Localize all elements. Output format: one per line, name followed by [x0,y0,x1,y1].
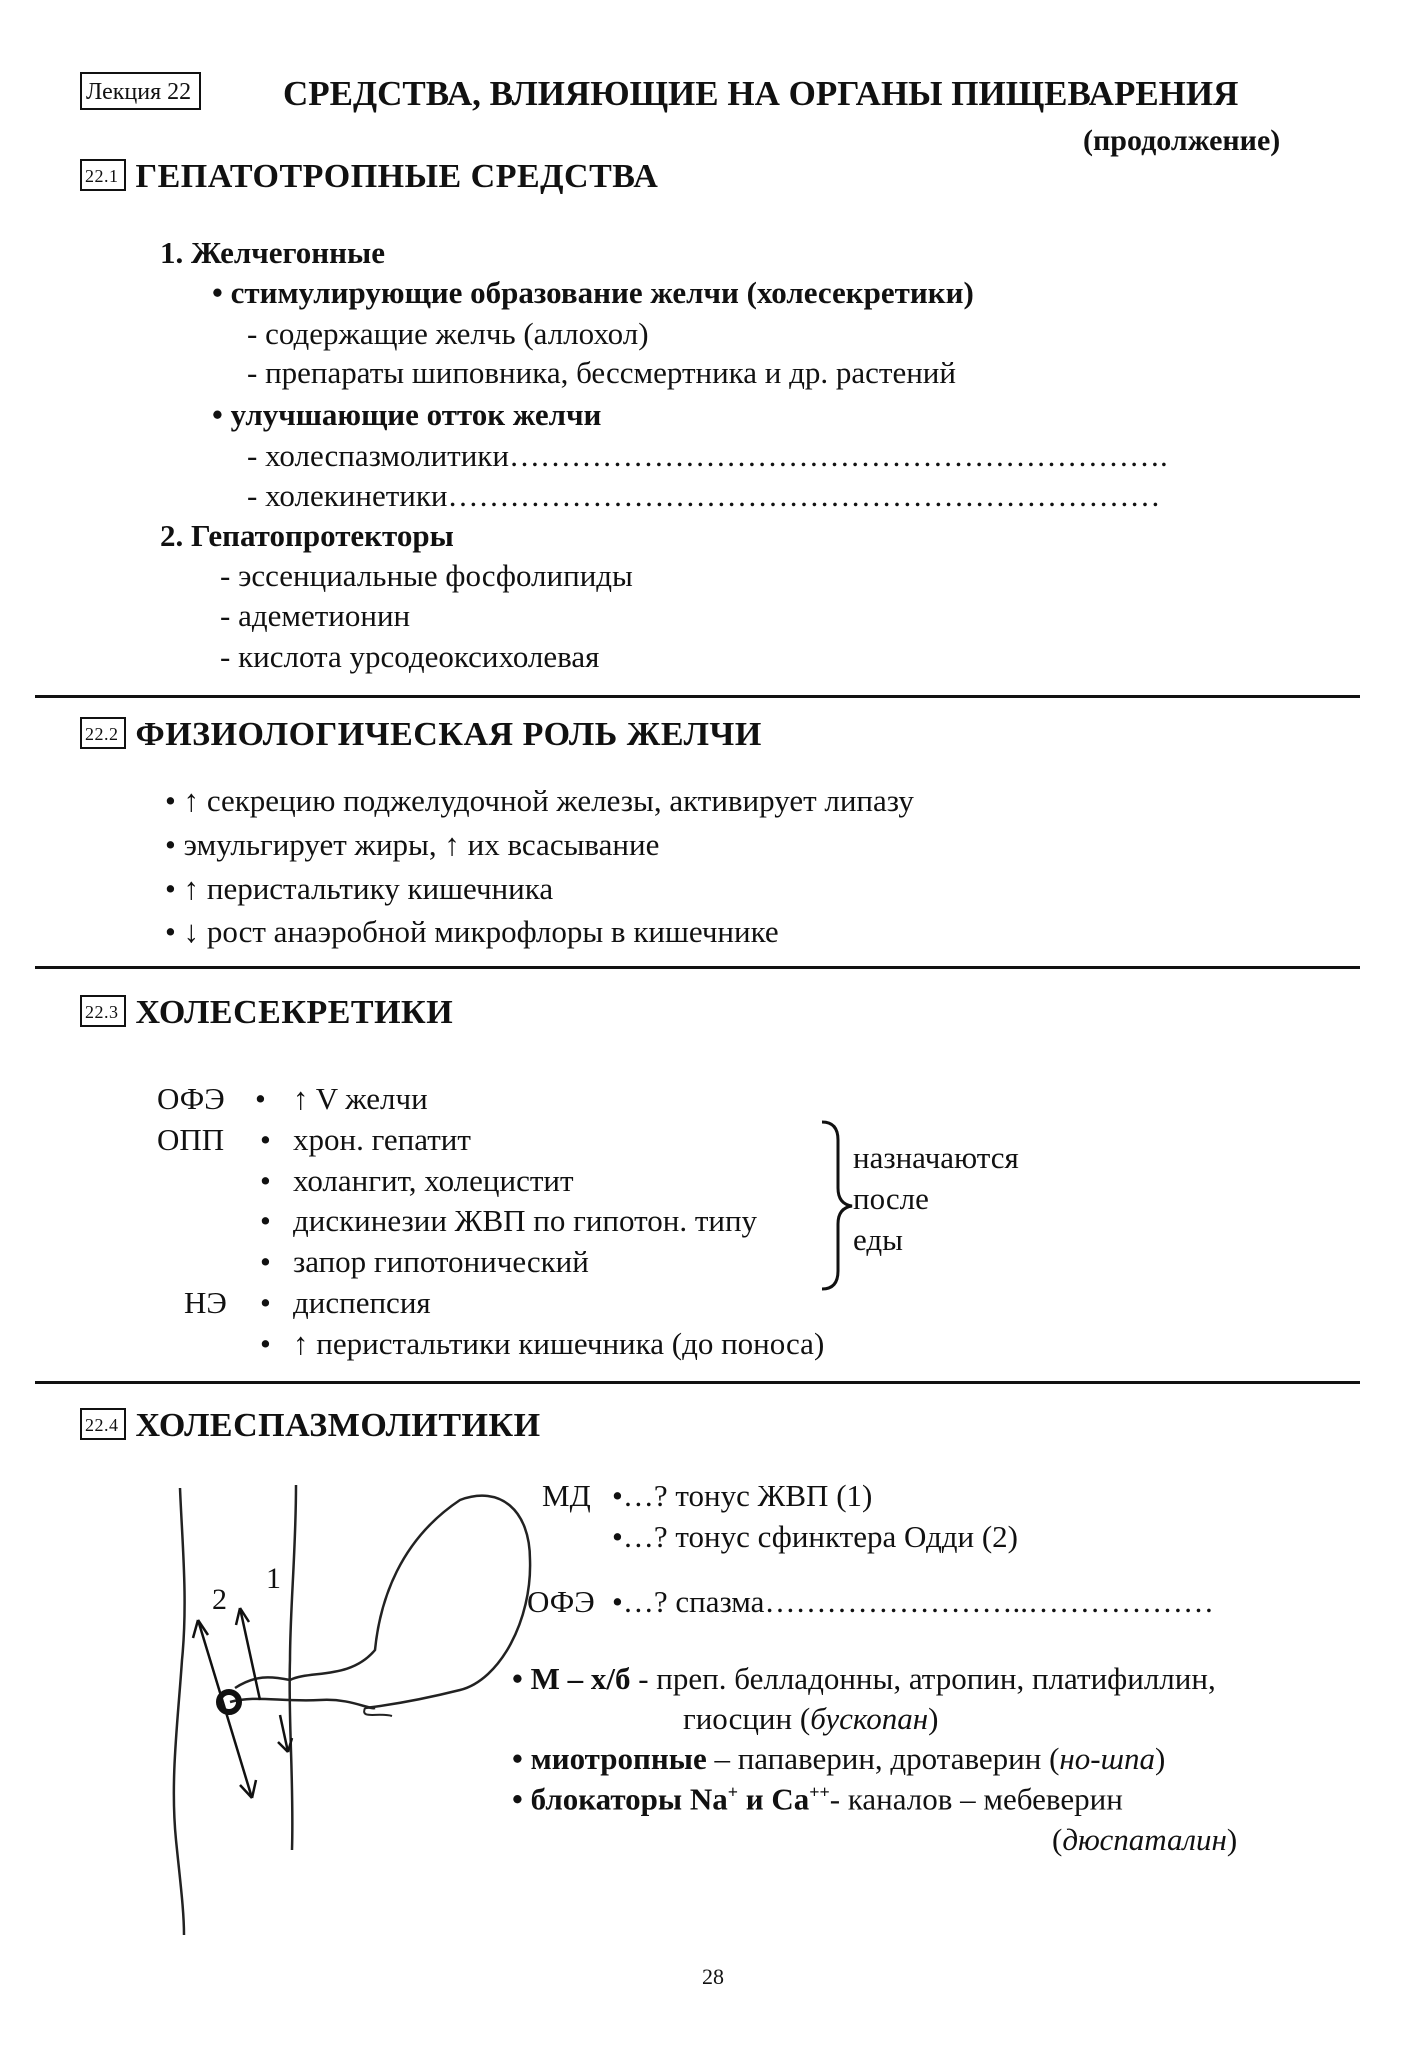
label-md: МД [542,1478,591,1513]
section-22-3-heading [80,994,453,1032]
list-item-phospholipids: - эссенциальные фосфолипиды [220,558,633,593]
list-item-cholekinetics: - холекинетики…………………………………………………………… [247,478,1161,513]
indication-item: ↑ V желчи [293,1081,428,1116]
page-title: СРЕДСТВА, ВЛИЯЮЩИЕ НА ОРГАНЫ ПИЩЕВАРЕНИЯ [283,74,1239,113]
list-item-ursodeoxycholic-acid: - кислота урсодеоксихолевая [220,639,600,674]
bullet-dot: • [260,1122,271,1157]
bile-role-item: • эмульгирует жиры, ↑ их всасывание [165,827,660,862]
label-ofe: ОФЭ [157,1081,225,1116]
biliary-tract-figure [160,1480,540,1940]
note-after-meal: после [853,1181,929,1216]
indication-item: диспепсия [293,1285,431,1320]
drug-group-channel-blockers-cont: (дюспаталин) [1052,1822,1238,1857]
section-title: ГЕПАТОТРОПНЫЕ СРЕДСТВА [135,158,659,195]
indication-item: дискинезии ЖВП по гипотон. типу [293,1203,758,1238]
md-item: •…? тонус сфинктера Одди (2) [612,1519,1018,1554]
page-number: 28 [702,1964,724,1989]
section-number: 22.1 [80,159,126,191]
list-item-hepatoprotectors: 2. Гепатопротекторы [160,518,454,553]
list-item-stimulating: • стимулирующие образование желчи (холесекретики) [212,275,974,310]
drug-group-m-cholinoblockers-cont: гиосцин (бускопан) [683,1701,939,1736]
bullet-dot: • [260,1203,271,1238]
section-22-2-heading [80,716,762,754]
indication-item: холангит, холецистит [293,1163,574,1198]
list-item-cholespasmolytics: - холеспазмолитики………………………………………………………. [247,438,1168,473]
bile-role-item: • ↓ рост анаэробной микрофлоры в кишечнике [165,914,779,949]
figure-label-1: 1 [266,1562,281,1595]
label-opp: ОПП [157,1122,225,1157]
list-item-improving-outflow: • улучшающие отток желчи [212,397,602,432]
divider [35,695,1360,698]
list-item-ademetionine: - адеметионин [220,598,411,633]
drug-group-m-cholinoblockers: • М – х/б - преп. белладонны, атропин, платифиллин, [512,1661,1216,1696]
section-title: ХОЛЕСЕКРЕТИКИ [135,994,454,1031]
section-number: 22.3 [80,995,126,1027]
indication-item: ↑ перистальтики кишечника (до поноса) [293,1326,825,1361]
bullet-dot: • [260,1285,271,1320]
section-22-1-heading [80,158,658,196]
divider [35,1381,1360,1384]
list-item-choleretics: 1. Желчегонные [160,235,385,270]
list-item-bile-containing: - содержащие желчь (аллохол) [247,316,649,351]
drug-group-channel-blockers: • блокаторы Na+ и Ca++- каналов – мебеверин [512,1781,1123,1817]
indication-item: хрон. гепатит [293,1122,471,1157]
section-title: ФИЗИОЛОГИЧЕСКАЯ РОЛЬ ЖЕЛЧИ [135,716,762,753]
divider [35,966,1360,969]
ofe-item: •…? спазма……………………..……………… [612,1584,1214,1619]
title-continued: (продолжение) [1083,124,1281,157]
note-after-meal: назначаются [853,1140,1019,1175]
label-ne: НЭ [184,1285,227,1320]
drug-group-myotropic: • миотропные – папаверин, дротаверин (но-шпа) [512,1741,1166,1776]
bile-role-item: • ↑ секрецию поджелудочной железы, активирует липазу [165,783,914,818]
bullet-dot: • [255,1081,266,1116]
note-after-meal: еды [853,1222,903,1257]
indication-item: запор гипотонический [293,1244,589,1279]
bullet-dot: • [260,1244,271,1279]
section-22-4-heading [80,1407,541,1445]
bullet-dot: • [260,1326,271,1361]
lecture-label: Лекция 22 [80,72,201,110]
bile-role-item: • ↑ перистальтику кишечника [165,871,554,906]
label-ofe: ОФЭ [527,1584,595,1619]
figure-label-2: 2 [212,1583,227,1616]
section-number: 22.4 [80,1408,126,1440]
md-item: •…? тонус ЖВП (1) [612,1478,873,1513]
curly-brace-icon [818,1118,858,1293]
section-number: 22.2 [80,717,126,749]
section-title: ХОЛЕСПАЗМОЛИТИКИ [135,1407,541,1444]
list-item-plant-preparations: - препараты шиповника, бессмертника и др. растений [247,355,956,390]
bullet-dot: • [260,1163,271,1198]
